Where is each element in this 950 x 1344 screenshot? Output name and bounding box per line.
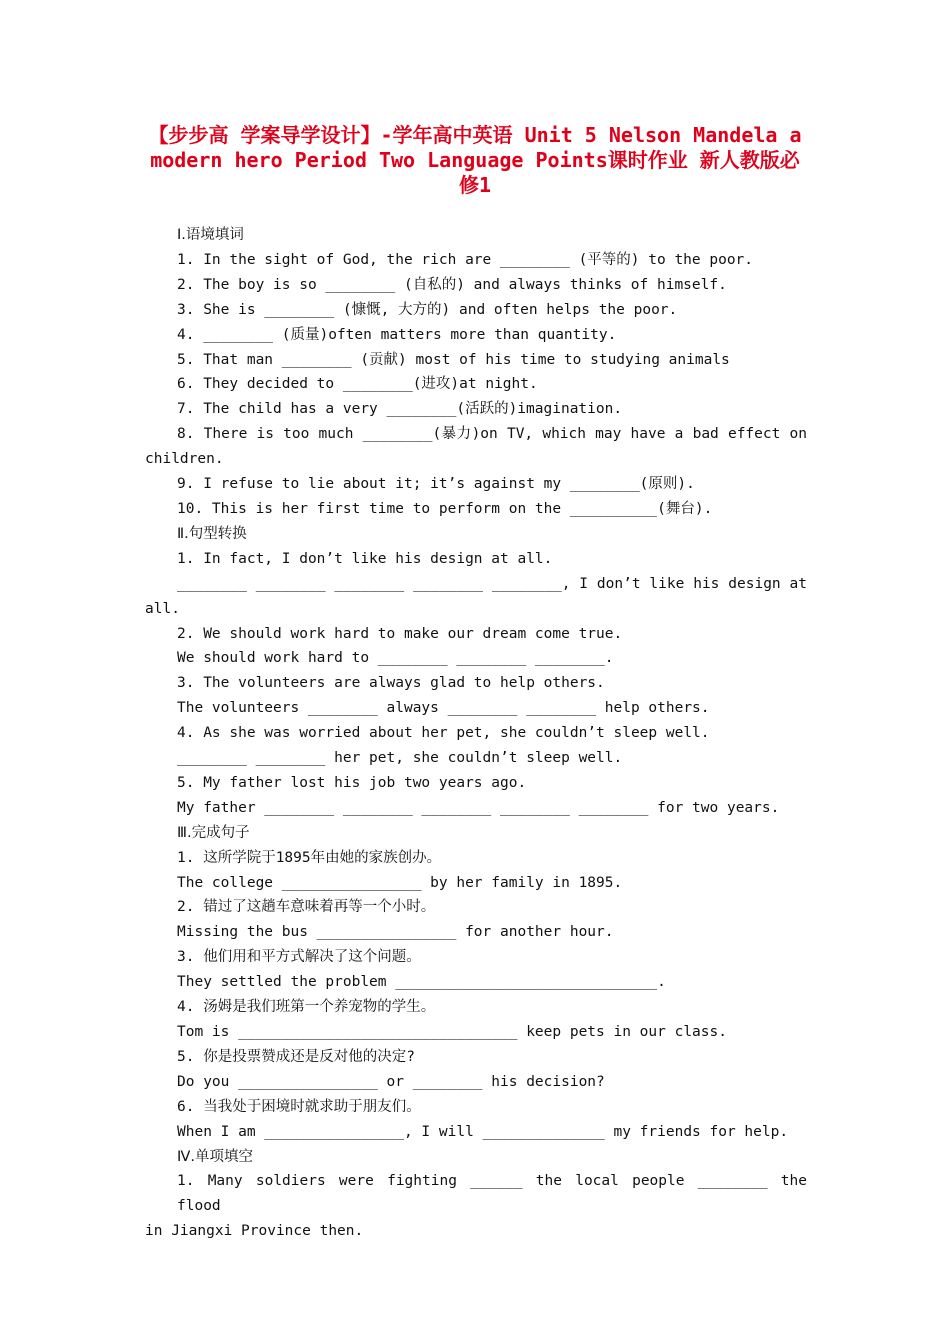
text-line: When I am ________________, I will ______________ my friends for help. — [177, 1123, 789, 1140]
text-line: ________ ________ ________ ________ ________, I don’t like his design at — [177, 575, 807, 592]
section-heading: Ⅰ.语境填词 — [177, 227, 244, 243]
document-body — [145, 223, 807, 1244]
text-line: 3. The volunteers are always glad to help others. — [177, 675, 605, 692]
text-line: They settled the problem ______________________________. — [177, 974, 666, 991]
text-line: 4. As she was worried about her pet, she couldn’t sleep well. — [177, 725, 710, 742]
text-line: 7. The child has a very ________(活跃的)imagination. — [177, 401, 623, 418]
text-line: We should work hard to ________ ________ ________. — [177, 650, 614, 667]
text-line: 4. 汤姆是我们班第一个养宠物的学生。 — [177, 999, 436, 1016]
text-line: 4. ________ (质量)often matters more than quantity. — [177, 326, 617, 343]
text-line: in Jiangxi Province then. — [145, 1223, 364, 1240]
text-line: 5. 你是投票赞成还是反对他的决定? — [177, 1048, 415, 1065]
text-line: Tom is ________________________________ keep pets in our class. — [177, 1024, 727, 1040]
section-heading: Ⅳ.单项填空 — [177, 1148, 253, 1165]
text-line: 8. There is too much ________(暴力)on TV, which may have a bad effect on — [177, 426, 807, 443]
text-line: all. — [145, 600, 180, 617]
text-line: 5. That man ________ (贡献) most of his time to studying animals — [177, 351, 730, 368]
text-line: 5. My father lost his job two years ago. — [177, 774, 527, 791]
text-line: 2. 错过了这趟车意味着再等一个小时。 — [177, 899, 436, 916]
section-heading: Ⅱ.句型转换 — [177, 525, 247, 542]
text-line: 10. This is her first time to perform on the __________(舞台). — [177, 500, 713, 517]
text-line: ________ ________ her pet, she couldn’t sleep well. — [177, 750, 623, 767]
text-line: 6. 当我处于困境时就求助于朋友们。 — [177, 1098, 421, 1115]
text-line: 3. 他们用和平方式解决了这个问题。 — [177, 949, 421, 966]
text-line: 1. In fact, I don’t like his design at all. — [177, 550, 553, 567]
text-line: 2. We should work hard to make our dream come true. — [177, 625, 623, 642]
text-line: The volunteers ________ always ________ ________ help others. — [177, 700, 710, 717]
text-line: children. — [145, 451, 224, 468]
text-line: 1. 这所学院于1895年由她的家族创办。 — [177, 849, 442, 866]
document-title: 【步步高 学案导学设计】-学年高中英语 Unit 5 Nelson Mandela a modern hero Period Two Language Points课时作业 新人教版必修1 — [148, 123, 802, 197]
text-line: Do you ________________ or ________ his decision? — [177, 1073, 605, 1090]
section-heading: Ⅲ.完成句子 — [177, 824, 250, 841]
text-line: My father ________ ________ ________ ________ ________ for two years. — [177, 799, 780, 816]
text-line: 1. Many soldiers were fighting ______ the local people ________ the flood — [177, 1173, 807, 1215]
text-line: Missing the bus ________________ for another hour. — [177, 924, 614, 941]
text-line: 6. They decided to ________(进攻)at night. — [177, 376, 538, 393]
text-line: 9. I refuse to lie about it; it’s against my ________(原则). — [177, 476, 695, 493]
text-line: The college ________________ by her family in 1895. — [177, 874, 623, 891]
text-line: 3. She is ________ (慷慨, 大方的) and often helps the poor. — [177, 301, 678, 318]
text-line: 2. The boy is so ________ (自私的) and always thinks of himself. — [177, 276, 727, 293]
text-line: 1. In the sight of God, the rich are ________ (平等的) to the poor. — [177, 251, 754, 268]
